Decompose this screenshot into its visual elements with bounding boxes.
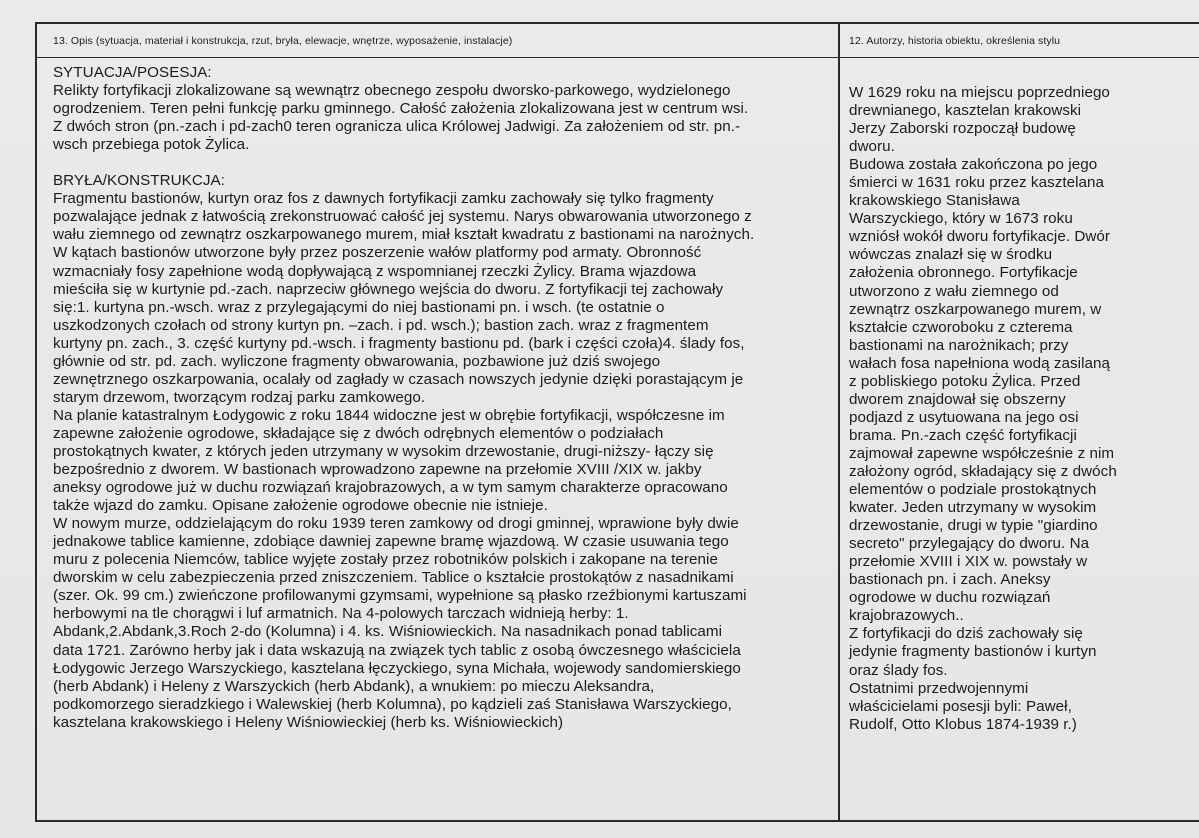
description-line: uszkodzonych czołach od strony kurtyn pn. –zach. i pd. wsch.); bastion zach. wraz z fragmentem (53, 316, 709, 334)
history-line: bastionach pn. i zach. Aneksy (849, 571, 1051, 589)
history-line: oraz ślady fos. (849, 661, 948, 679)
column-divider (838, 22, 840, 822)
description-line: Relikty fortyfikacji zlokalizowane są wewnątrz obecnego zespołu dworsko-parkowego, wydzielonego (53, 82, 731, 100)
description-line: Fragmentu bastionów, kurtyn oraz fos z dawnych fortyfikacji zamku zachowały się tylko fragmenty (53, 190, 714, 208)
description-line: wzmacniały fosy zapełnione wodą dopływającą z wspomnianej rzeczki Żylicy. Brama wjazdowa (53, 262, 697, 280)
history-line: założenia obronnego. Fortyfikacje (849, 264, 1078, 282)
history-line: utworzono z wału ziemnego od (849, 282, 1059, 300)
history-line: krakowskiego Stanisława (849, 192, 1020, 210)
description-line: muru z polecenia Niemców, tablice wyjęte zostały przez robotników polskich i zakopane na terenie (53, 551, 718, 569)
description-line: dworskim w celu zabezpieczenia przed zniszczeniem. Tablice o kształcie prostokątów z nasadnikami (53, 569, 734, 587)
description-line: (herb Abdank) i Heleny z Warszyckich (herb Abdank), a wnukiem: po mieczu Aleksandra, (53, 677, 655, 695)
history-line: Ostatnimi przedwojennymi (849, 679, 1029, 697)
history-line: zajmował zapewne współcześnie z nim (849, 444, 1115, 462)
description-line: Abdank,2.Abdank,3.Roch 2-do (Kolumna) i 4. ks. Wiśniowieckich. Na nasadnikach ponad tablicami (53, 623, 723, 641)
description-line: bezpośrednio z dworem. W bastionach wprowadzono zapewne na przełomie XVIII /XIX w. jakby (53, 461, 702, 479)
history-line: dworem znajdował się obszerny (849, 390, 1066, 408)
description-text (53, 64, 838, 732)
description-line: herbowymi na tle chorągwi i luf armatnich. Na 4-polowych tarczach widnieją herby: 1. (53, 605, 629, 623)
description-line: zewnętrznego oszkarpowania, ocalały od zagłady w czasach nowszych jedynie dzięki porastającym je (53, 370, 744, 388)
history-line: zewnątrz oszkarpowanego murem, w (849, 300, 1102, 318)
history-line: drewnianego, kasztelan krakowski (849, 102, 1082, 120)
history-line: secreto" przylegający do dworu. Na (849, 535, 1090, 553)
history-line: Rudolf, Otto Klobus 1874-1939 r.) (849, 715, 1077, 733)
description-line: data 1721. Zarówno herby jak i data wskazują na związek tych tablic z osobą ówczesnego właściciela (53, 641, 741, 659)
history-line: dworu. (849, 138, 895, 156)
description-line: W kątach bastionów utworzone były przez poszerzenie wałów platformy pod armaty. Obronność (53, 244, 702, 262)
left-column-header: 13. Opis (sytuacja, materiał i konstrukcja, rzut, bryła, elewacje, wnętrze, wyposażenie, instalacje) (53, 35, 513, 47)
description-line: ogrodzeniem. Teren pełni funkcję parku gminnego. Całość założenia zlokalizowana jest w centrum wsi. (53, 100, 749, 118)
history-text (849, 84, 1194, 734)
history-line: brama. Pn.-zach część fortyfikacji (849, 426, 1077, 444)
history-line: Jerzy Zaborski rozpoczął budowę (849, 120, 1076, 138)
description-line: SYTUACJA/POSESJA: (53, 64, 212, 81)
blank-line (53, 154, 838, 172)
history-line: wzniósł wokół dworu fortyfikacje. Dwór (849, 228, 1111, 246)
history-line: właścicielami posesji byli: Paweł, (849, 697, 1072, 715)
description-line: prostokątnych kwater, z których jeden utrzymany w wysokim drzewostanie, drugi-niższy- łączy się (53, 442, 714, 460)
description-line: kasztelana krakowskiego i Heleny Wiśniowieckiej (herb ks. Wiśniowieckich) (53, 713, 564, 731)
history-line: drzewostanie, drugi w typie "giardino (849, 517, 1098, 535)
history-line: przełomie XVIII i XIX w. powstały w (849, 553, 1088, 571)
history-line: Z fortyfikacji do dziś zachowały się (849, 625, 1083, 643)
description-line: podkomorzego sieradzkiego i Walewskiej (herb Kolumna), po kądzieli zaś Stanisława Warszyckiego, (53, 695, 732, 713)
history-line: bastionami na narożnikach; przy (849, 336, 1069, 354)
description-line: aneksy ogrodowe już w duchu rozwiązań krajobrazowych, a w tym samym charakterze opracowano (53, 479, 728, 497)
header-separator (35, 57, 1199, 58)
right-column-header: 12. Autorzy, historia obiektu, określenia stylu (849, 35, 1061, 47)
history-line: podjazd z usytuowana na jego osi (849, 408, 1079, 426)
history-line: jedynie fragmenty bastionów i kurtyn (849, 643, 1097, 661)
description-line: mieściła się w kurtynie pd.-zach. naprzeciw głównego wejścia do dworu. Z fortyfikacji tej zachowały (53, 280, 724, 298)
history-line: wówczas znalazł się w środku (849, 246, 1053, 264)
history-line: z pobliskiego potoku Żylica. Przed (849, 372, 1081, 390)
history-line: krajobrazowych.. (849, 607, 964, 625)
description-line: Na planie katastralnym Łodygowic z roku 1844 widoczne jest w obrębie fortyfikacji, współczesne im (53, 406, 725, 424)
description-line: pozwalające jednak z łatwością zrekonstruować całość jej systemu. Narys obwarowania utworzonego z (53, 208, 752, 226)
history-line: W 1629 roku na miejscu poprzedniego (849, 84, 1110, 101)
history-line: śmierci w 1631 roku przez kasztelana (849, 174, 1105, 192)
history-line: wałach fosa napełniona wodą zasilaną (849, 354, 1111, 372)
history-line: ogrodowe w duchu rozwiązań (849, 589, 1051, 607)
history-line: Warszyckiego, który w 1673 roku (849, 210, 1073, 228)
history-line: elementów o podziale prostokątnych (849, 481, 1097, 499)
description-line: Z dwóch stron (pn.-zach i pd-zach0 teren ogranicza ulica Królowej Jadwigi. Za założeniem od str. pn.- (53, 118, 741, 136)
description-line: Łodygowic Jerzego Warszyckiego, kasztelana łęczyckiego, syna Michała, wojewody sandomierskiego (53, 659, 741, 677)
history-line: założony ogród, składający się z dwóch (849, 462, 1117, 480)
description-line: W nowym murze, oddzielającym do roku 1939 teren zamkowy od drogi gminnej, wprawione były dwie (53, 515, 739, 533)
description-line: wsch przebiega potok Żylica. (53, 136, 250, 154)
description-line: jednakowe tablice kamienne, zdobiące dawniej zapewne bramę wjazdową. W czasie usuwania tego (53, 533, 729, 551)
description-line: starym drzewom, tworzącym rodzaj parku zamkowego. (53, 388, 426, 406)
description-line: kurtyny pn. zach., 3. część kurtyny pd.-wsch. i fragmenty bastionu pd. (bark i części czoła)4. ślady fos, (53, 334, 745, 352)
history-line: kształcie czworoboku z czterema (849, 318, 1073, 336)
description-line: także wjazd do zamku. Opisane założenie ogrodowe obecnie nie istnieje. (53, 497, 548, 515)
description-line: (szer. Ok. 99 cm.) zwieńczone profilowanymi gzymsami, wypełnione są płasko rzeźbionymi kartuszami (53, 587, 747, 605)
description-line: BRYŁA/KONSTRUKCJA: (53, 172, 225, 190)
description-line: się:1. kurtyna pn.-wsch. wraz z przylegającymi do niej bastionami pn. i wsch. (te ostatnie o (53, 298, 665, 316)
description-line: głównie od str. pd. zach. wyliczone fragmenty obwarowania, pozbawione już dziś swojego (53, 352, 661, 370)
history-line: Budowa została zakończona po jego (849, 156, 1098, 174)
description-line: wału ziemnego od zewnątrz oszkarpowanego murem, miał kształt kwadratu z bastionami na narożnych. (53, 226, 755, 244)
description-line: zapewne założenie ogrodowe, składające się z dwóch odrębnych elementów o podziałach (53, 424, 664, 442)
history-line: kwater. Jeden utrzymany w wysokim (849, 499, 1097, 517)
